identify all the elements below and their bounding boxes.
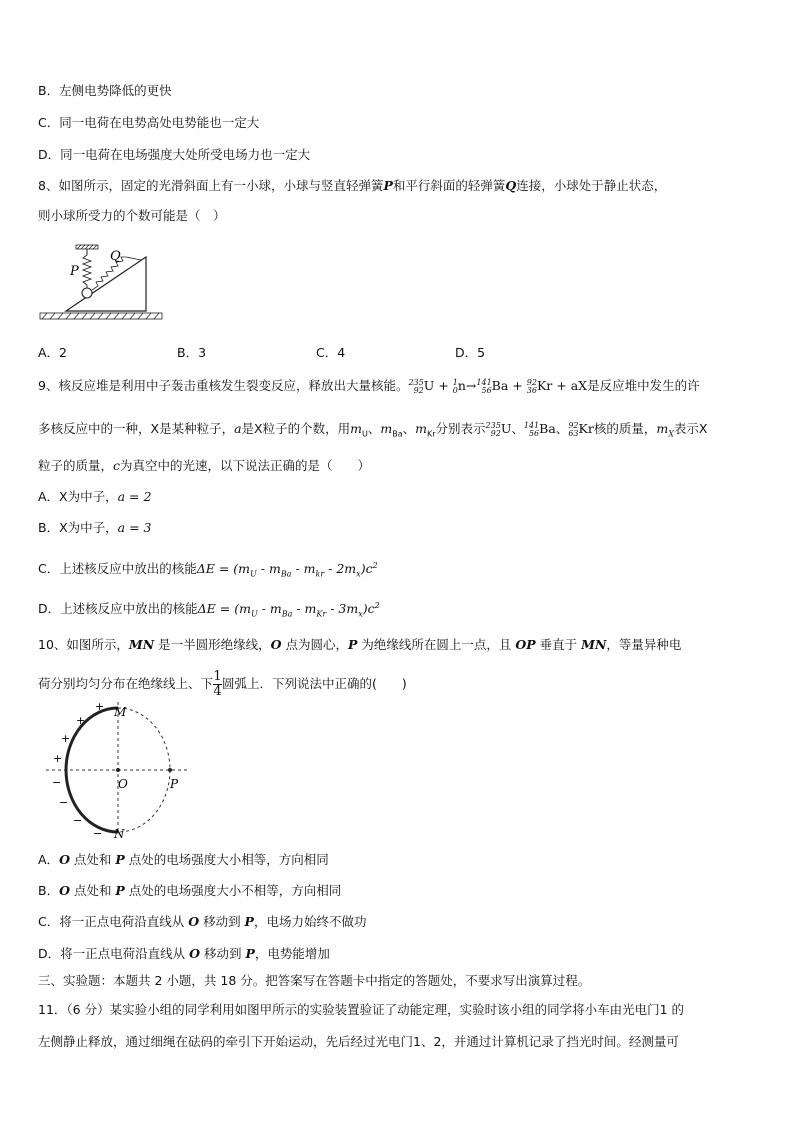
- q8-figure-label-q: Q: [110, 249, 121, 264]
- q10-figure-label-m: M: [114, 705, 127, 719]
- plus-charge: +: [61, 732, 71, 745]
- minus-charge: −: [93, 827, 103, 840]
- q10-stem-line2: 荷分别均匀分布在绝缘线上、下 $\frac{1}{4}$ 圆弧上．下列说法中正确的( ): [38, 669, 407, 699]
- q10-figure-label-p: P: [170, 777, 179, 791]
- q11-stem-line1: 11．（6 分）某实验小组的同学利用如图甲所示的实验装置验证了动能定理，实验时该小组的同学将小车由光电门1 的: [38, 1002, 685, 1017]
- q8-figure-label-p: P: [70, 264, 79, 279]
- q9-option-b: B．X为中子，a = 3: [38, 520, 152, 535]
- q9-option-d: D．上述核反应中放出的核能$\Delta E = (m_U - m_{Ba} - m_{Kr} - 3m_x)c^2$: [38, 601, 380, 619]
- q10-stem-line1: 10、如图所示，MN 是一半圆形绝缘线，O 点为圆心，P 为绝缘线所在圆上一点，且 OP 垂直于 MN，等量异种电: [38, 637, 682, 652]
- q10-figure: [38, 700, 198, 840]
- q7-option-b: B．左侧电势降低的更快: [38, 83, 172, 98]
- q7-option-d: D．同一电荷在电场强度大处所受电场力也一定大: [38, 147, 311, 162]
- q9-stem-line1: 9、核反应堆是利用中子轰击重核发生裂变反应，释放出大量核能。 235 92 U + 1 0 n→ 141 56 Ba + 92 36 Kr + aX是反应堆中发生的许: [38, 377, 700, 395]
- plus-charge: +: [95, 700, 105, 713]
- q10-option-d: D．将一正点电荷沿直线从 O 移动到 P，电势能增加: [38, 946, 330, 961]
- q8-option-c: C．4: [316, 345, 346, 360]
- plus-charge: +: [53, 752, 63, 765]
- q10-option-b: B．O 点处和 P 点处的电场强度大小不相等，方向相同: [38, 883, 342, 898]
- one-quarter-fraction: $\frac{1}{4}$: [213, 669, 222, 699]
- q8-figure: [38, 243, 168, 325]
- q10-option-a: A．O 点处和 P 点处的电场强度大小相等，方向相同: [38, 852, 329, 867]
- q9-reaction-equation: 235 92 U + 1 0 n→ 141 56 Ba + 92 36 Kr + aX: [408, 377, 588, 395]
- minus-charge: −: [52, 776, 62, 789]
- q10-figure-label-o: O: [118, 777, 128, 791]
- q8-option-b: B．3: [177, 345, 207, 360]
- minus-charge: −: [59, 796, 69, 809]
- minus-charge: −: [73, 814, 83, 827]
- section-heading-experiments: 三、实验题：本题共 2 小题，共 18 分。把答案写在答题卡中指定的答题处，不要求写出演算过程。: [38, 973, 591, 988]
- q8-stem-line1: 8、如图所示，固定的光滑斜面上有一小球，小球与竖直轻弹簧P和平行斜面的轻弹簧Q连接，小球处于静止状态，: [38, 178, 667, 193]
- q8-option-a: A．2: [38, 345, 68, 360]
- q7-option-c: C．同一电荷在电势高处电势能也一定大: [38, 115, 260, 130]
- plus-charge: +: [76, 714, 86, 727]
- q9-stem-line3: 粒子的质量，c为真空中的光速，以下说法正确的是（ ）: [38, 458, 371, 473]
- q9-option-a: A．X为中子，a = 2: [38, 489, 152, 504]
- q10-option-c: C．将一正点电荷沿直线从 O 移动到 P，电场力始终不做功: [38, 914, 367, 929]
- q11-stem-line2: 左侧静止释放，通过细绳在砝码的牵引下开始运动，先后经过光电门1、2，并通过计算机记录了挡光时间。经测量可: [38, 1034, 679, 1049]
- q8-stem-line2: 则小球所受力的个数可能是（ ）: [38, 208, 226, 223]
- q10-figure-label-n: N: [114, 827, 125, 840]
- q8-option-d: D．5: [455, 345, 486, 360]
- q9-stem-line2: 多核反应中的一种，X是某种粒子，a是X粒子的个数，用$m_U$、$m_{Ba}$、$m_{Kr}$分别表示 235 92 U、 141 56 Ba、 92 63 Kr核的质量，$m_X$表示X: [38, 420, 708, 439]
- q9-option-c: C．上述核反应中放出的核能$\Delta E = (m_U - m_{Ba} - m_{kr} - 2m_x)c^2$: [38, 561, 378, 579]
